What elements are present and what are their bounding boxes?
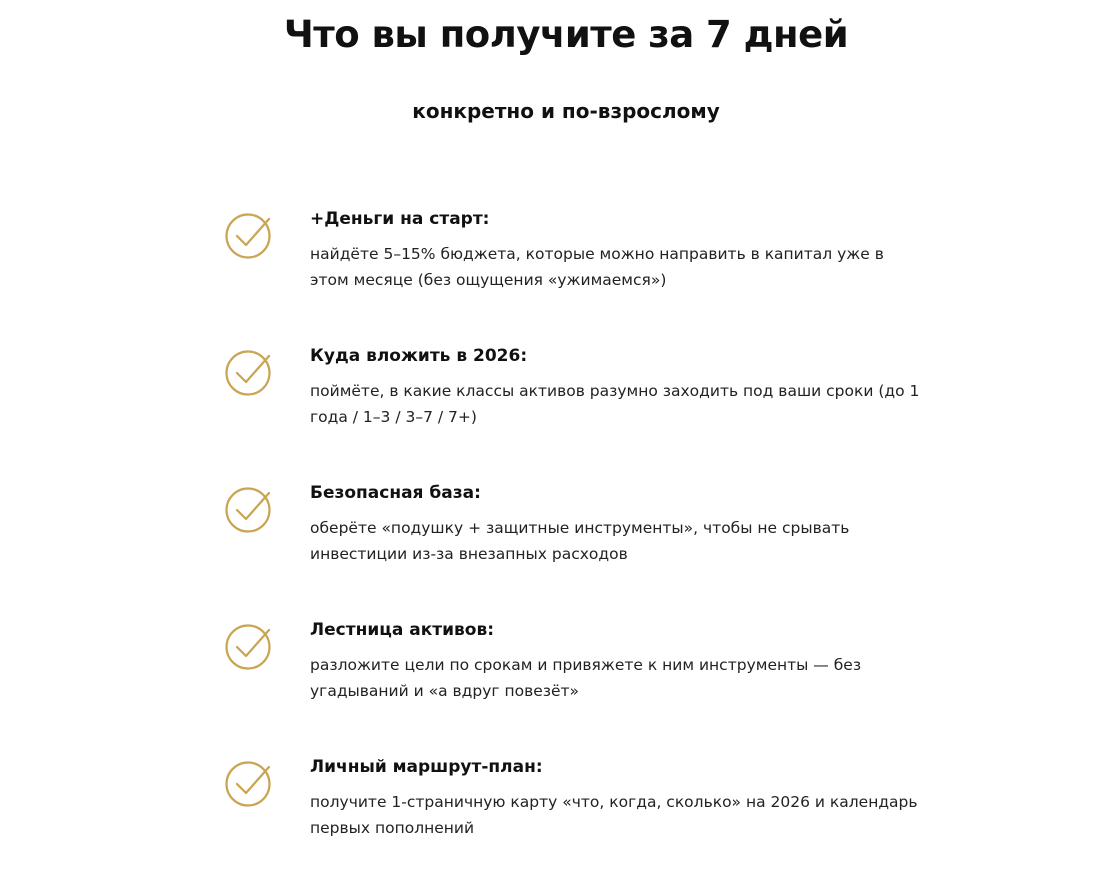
benefit-title: Личный маршрут-план: xyxy=(310,757,543,777)
benefit-text xyxy=(310,205,920,293)
check-circle-icon xyxy=(224,346,274,396)
benefit-title: +Деньги на старт: xyxy=(310,209,490,229)
benefit-title: Безопасная база: xyxy=(310,483,481,503)
benefit-title: Куда вложить в 2026: xyxy=(310,346,528,366)
benefit-description: получите 1-страничную карту «что, когда, сколько» на 2026 и календарь первых пополнений xyxy=(310,793,918,837)
benefit-description: поймёте, в какие классы активов разумно заходить под ваши сроки (до 1 года / 1–3 / 3–7 / 7+) xyxy=(310,382,920,426)
benefit-item xyxy=(224,753,924,890)
check-circle-icon xyxy=(224,620,274,670)
benefit-text xyxy=(310,616,920,704)
benefit-description: разложите цели по срокам и привяжете к ним инструменты — без угадываний и «а вдруг повезёт» xyxy=(310,656,862,700)
benefit-text xyxy=(310,342,920,430)
benefits-list xyxy=(224,205,924,890)
check-circle-icon xyxy=(224,209,274,259)
benefit-description: найдёте 5–15% бюджета, которые можно направить в капитал уже в этом месяце (без ощущения «ужимаемся») xyxy=(310,245,884,289)
benefit-item xyxy=(224,479,924,616)
check-circle-icon xyxy=(224,757,274,807)
benefit-description: оберёте «подушку + защитные инструменты», чтобы не срывать инвестиции из-за внезапных расходов xyxy=(310,519,850,563)
benefit-item xyxy=(224,616,924,753)
check-circle-icon xyxy=(224,483,274,533)
page-subtitle: конкретно и по-взрослому xyxy=(412,99,720,123)
benefit-text xyxy=(310,479,920,567)
page-title: Что вы получите за 7 дней xyxy=(283,13,849,56)
benefit-item xyxy=(224,205,924,342)
benefit-text xyxy=(310,753,920,841)
benefit-item xyxy=(224,342,924,479)
benefit-title: Лестница активов: xyxy=(310,620,494,640)
